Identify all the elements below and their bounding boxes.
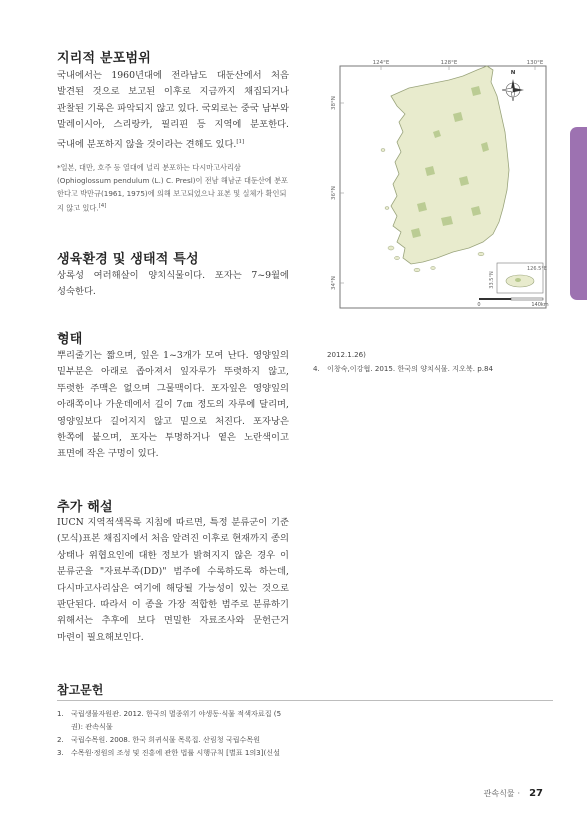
- references-divider: [57, 700, 553, 701]
- additional-paragraph: IUCN 지역적색목록 지침에 따르면, 특정 분류군이 기준(모식)표본 채집지에서 처음 알려진 이후로 현재까지 종의 상태나 위협요인에 대한 정보가 밝혀지지 않은 경우 이 분류군을 "자료부족(DD)" 범주에 수록하도록 하는데, 다시마고사리삼은 여기에 해당될 가능성이 있는 것으로 판단된다. 따라서 이 종을 가장 적합한 범주로 분류하기 위해서는 추후에 보다 면밀한 자료조사와 문헌근거 마련이 필요해보인다.: [57, 517, 289, 643]
- references-title: 참고문헌: [57, 683, 104, 697]
- lat-label: 38°N: [331, 96, 337, 110]
- korea-landmass: [391, 66, 509, 264]
- section-color-tab: [570, 127, 587, 300]
- references-list: [57, 707, 289, 759]
- distribution-note-text: *일본, 대만, 호주 등 열대에 널리 분포하는 다시마고사리삼(Ophioglossum pendulum (L.) C. Presl)이 전남 해남군 대둔산에 분포한다고 박만규(1961, 1975)에 의해 보고되었으나 표본 및 실체가 확인되지 않고 있다.: [57, 163, 288, 213]
- inset-lat-label: 33.5°N: [489, 271, 495, 289]
- north-label: N: [510, 70, 516, 76]
- page-footer: [484, 788, 543, 799]
- footer-separator: ·: [517, 789, 521, 798]
- reference-text: 국립생물자원관. 2012. 한국의 멸종위기 야생동·식물 적색자료집 (5권): 관속식물: [71, 709, 282, 731]
- section-title-additional: 추가 해설: [57, 500, 113, 515]
- reference-text: 이창숙,이강협. 2015. 한국의 양치식물. 지오북. p.84: [327, 364, 494, 373]
- section-title-morphology: 형태: [57, 332, 83, 347]
- reference-number: 2.: [57, 735, 64, 744]
- reference-text: 수목원·정원의 조성 및 진흥에 관한 법률 시행규칙 [별표 1의3](신설: [71, 748, 280, 757]
- lon-label: 124°E: [372, 60, 390, 66]
- korea-map-svg: [321, 58, 554, 315]
- lon-label: 130°E: [526, 60, 544, 66]
- reference-item: [57, 707, 289, 733]
- reference-item: [57, 746, 289, 759]
- lat-label: 36°N: [331, 186, 337, 200]
- jeju-protected-area: [515, 278, 521, 282]
- reference-item: [57, 733, 289, 746]
- distribution-paragraph: [57, 68, 289, 153]
- scale-bar: [479, 298, 543, 300]
- section-title-distribution: 지리적 분포범위: [57, 51, 152, 66]
- distribution-note: [57, 161, 289, 214]
- scale-end-label: 140km: [531, 302, 549, 308]
- footer-category: 관속식물: [483, 789, 515, 798]
- citation-marker: [1]: [236, 138, 245, 145]
- morphology-paragraph: 뿌리줄기는 짧으며, 잎은 1~3개가 모여 난다. 영양잎의 밑부분은 아래로 좁아져서 잎자루가 뚜렷하지 않고, 뚜렷한 주맥은 없으며 그물맥이다. 포자잎은 영양잎의 아래쪽이나 가운데에서 길이 7㎝ 정도의 자루에 달리며, 영양잎보다 길어지지 않고 밑으로 처진다. 포자낭은 한쪽에 붙으며, 포자는 투명하거나 옅은 노란색이고 표면에 작은 구멍이 있다.: [57, 350, 289, 460]
- inset-lon-label: 126.5°E: [527, 266, 547, 272]
- habitat-paragraph: 상록성 여러해살이 양치식물이다. 포자는 7~9월에 성숙한다.: [57, 270, 289, 298]
- section-title-habitat: 생육환경 및 생태적 특성: [57, 252, 199, 267]
- lat-label: 34°N: [331, 276, 337, 290]
- page-number: 27: [529, 788, 543, 799]
- reference-number: 4.: [313, 364, 320, 373]
- distribution-map: [321, 58, 554, 315]
- references-continued: [313, 348, 553, 376]
- reference-number: 1.: [57, 709, 64, 718]
- reference-text: 국립수목원. 2008. 한국 희귀식물 목록집. 산림청 국립수목원: [71, 735, 261, 744]
- lon-label: 128°E: [440, 60, 458, 66]
- reference-number: 3.: [57, 748, 64, 757]
- note-citation-marker: [4]: [98, 203, 107, 209]
- distribution-text: 국내에서는 1960년대에 전라남도 대둔산에서 처음 발견된 것으로 보고된 이후로 지금까지 채집되거나 관찰된 기록은 파악되지 않고 있다. 국외로는 중국 남부와 말레이시아, 스리랑카, 필리핀 등 지역에 분포한다. 국내에 분포하지 않을 것이라는 견해도 있다.: [57, 70, 289, 150]
- reference-item: [313, 362, 553, 376]
- reference-continuation: 2012.1.26): [327, 350, 366, 359]
- scale-start-label: 0: [477, 302, 481, 308]
